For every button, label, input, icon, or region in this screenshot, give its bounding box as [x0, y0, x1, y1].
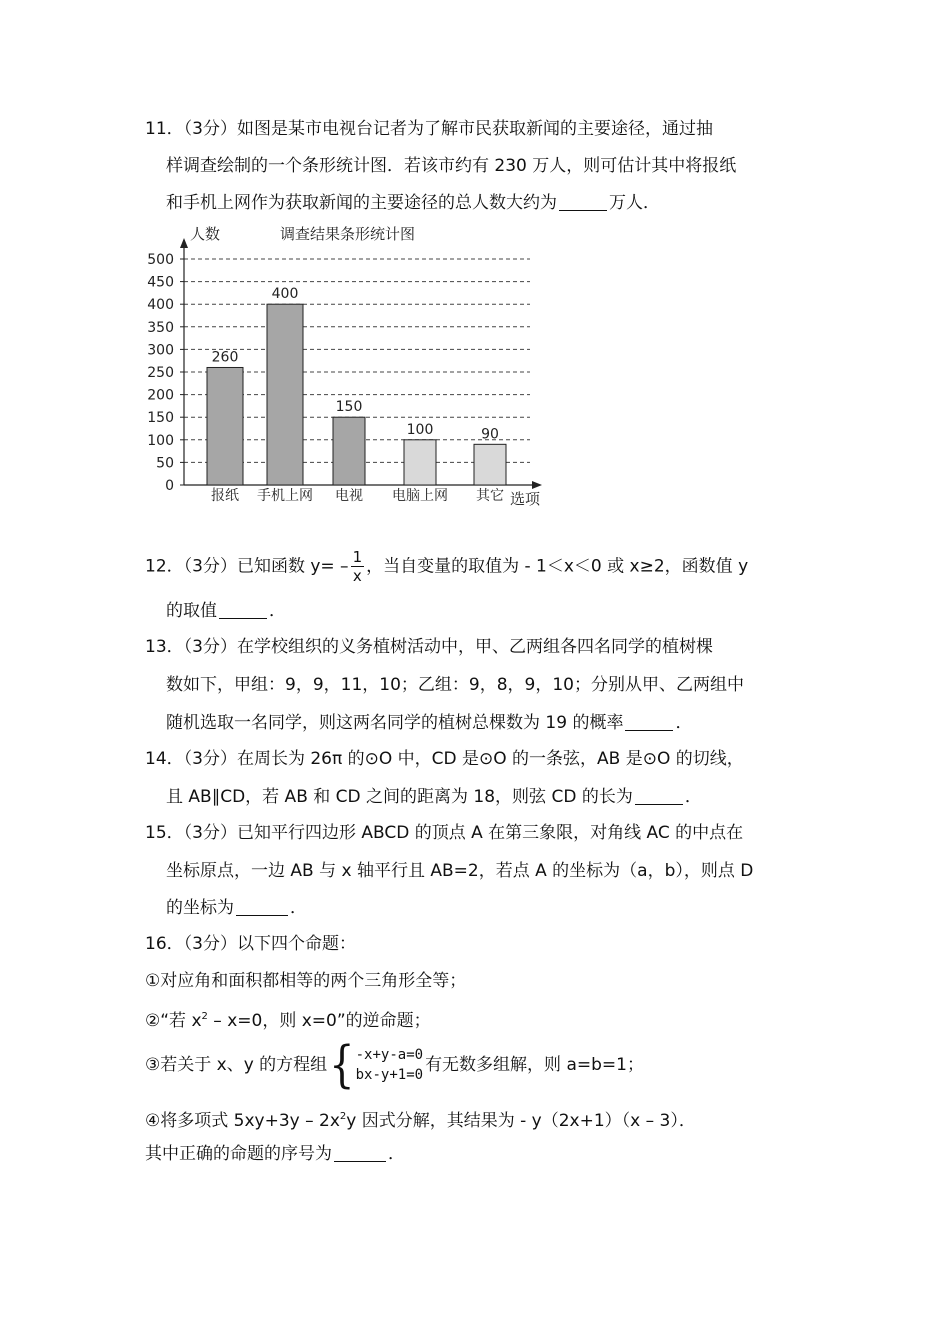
q12-text-a: 12．（3分）已知函数 y= – — [145, 556, 349, 577]
q15-text: 的坐标为 — [166, 898, 234, 918]
q16-ending-text: 其中正确的命题的序号为 — [145, 1144, 332, 1164]
q12-line-2 — [166, 598, 286, 624]
q16-p3-text-a: ③若关于 x、y 的方程组 — [145, 1055, 328, 1075]
q11-line-1: 11．（3分）如图是某市电视台记者为了解市民获取新闻的主要途径，通过抽 — [145, 119, 713, 139]
data-label: 100 — [406, 421, 434, 438]
y-tick-label: 500 — [147, 252, 174, 268]
y-tick-label: 0 — [165, 478, 174, 494]
q16-intro: 16．（3分）以下四个命题： — [145, 934, 356, 954]
q16-p3-text-b: 有无数多组解，则 a=b=1； — [425, 1055, 644, 1075]
q11-text-end: 万人． — [609, 193, 660, 213]
q16-proposition-1: ①对应角和面积都相等的两个三角形全等； — [145, 971, 467, 991]
q16-p2-text-b: – x=0，则 x=0”的逆命题； — [207, 1011, 431, 1031]
y-tick-label: 100 — [147, 432, 174, 449]
brace-icon: { — [329, 1036, 355, 1094]
superscript: 2 — [339, 1111, 347, 1122]
fraction-denominator: x — [352, 567, 362, 585]
data-label: 260 — [211, 349, 239, 366]
q16-p4-text-a: ④将多项式 5xy+3y – 2x — [145, 1111, 340, 1131]
q13-line-3 — [166, 710, 692, 736]
q14-line-2 — [166, 784, 702, 810]
y-tick-label: 200 — [147, 387, 174, 404]
q16-proposition-2 — [145, 1004, 431, 1034]
q12-answer-blank[interactable] — [219, 600, 267, 619]
q12-text-c: 的取值 — [166, 601, 217, 621]
data-label: 90 — [481, 426, 499, 443]
q12-text-d: ． — [269, 601, 286, 621]
y-tick-label: 400 — [147, 297, 174, 314]
q11-line-3 — [166, 190, 660, 216]
chart-title: 调查结果条形统计图 — [280, 225, 416, 243]
bar — [474, 444, 506, 485]
bar — [333, 417, 365, 485]
q12-text-b: ，当自变量的取值为 - 1＜x＜0 或 x≥2，函数值 y — [366, 556, 749, 577]
y-tick-label: 350 — [147, 319, 174, 336]
data-label: 150 — [335, 399, 363, 416]
y-tick-label: 150 — [147, 410, 174, 427]
y-tick-label: 50 — [156, 455, 174, 472]
x-tick-label: 电脑上网 — [392, 488, 448, 504]
bar — [404, 440, 436, 485]
x-tick-label: 电视 — [335, 488, 363, 504]
q11-answer-blank[interactable] — [559, 192, 607, 211]
x-tick-label: 报纸 — [211, 488, 239, 504]
y-axis-arrow-icon — [180, 238, 188, 248]
q15-line-1: 15．（3分）已知平行四边形 ABCD 的顶点 A 在第三象限，对角线 AC 的中点在 — [145, 823, 744, 843]
q15-answer-blank[interactable] — [236, 897, 288, 916]
q16-p2-text-a: ②“若 x — [145, 1011, 202, 1031]
q16-ending — [145, 1141, 405, 1167]
x-tick-label: 手机上网 — [257, 488, 313, 504]
q16-proposition-3 — [145, 1036, 644, 1094]
q14-answer-blank[interactable] — [635, 786, 683, 805]
q13-answer-blank[interactable] — [625, 712, 673, 731]
q12-line-1 — [145, 548, 748, 585]
q14-text-end: ． — [684, 787, 702, 807]
equation-1: -x+y-a=0 — [355, 1047, 424, 1063]
q15-text-end: ． — [290, 898, 307, 918]
q11-line-2: 样调查绘制的一个条形统计图．若该市约有 230 万人，则可估计其中将报纸 — [166, 156, 737, 176]
q16-answer-blank[interactable] — [334, 1143, 386, 1162]
q11-text: 和手机上网作为获取新闻的主要途径的总人数大约为 — [166, 193, 557, 213]
equation-system — [329, 1036, 424, 1094]
y-tick-label: 250 — [147, 365, 174, 381]
bar — [207, 367, 243, 485]
x-axis-arrow-icon — [532, 481, 542, 489]
x-axis-label: 选项 — [510, 490, 541, 508]
x-tick-label: 其它 — [476, 488, 504, 504]
q12-fraction — [351, 548, 365, 585]
bar — [267, 304, 303, 485]
q16-ending-end: ． — [388, 1144, 405, 1164]
q13-text: 随机选取一名同学，则这两名同学的植树总棵数为 19 的概率 — [166, 713, 624, 733]
bar-chart — [140, 222, 560, 512]
equations — [356, 1045, 423, 1085]
fraction-numerator: 1 — [352, 548, 363, 566]
y-tick-label: 300 — [147, 342, 174, 359]
q13-line-2: 数如下，甲组：9，9，11，10；乙组：9，8，9，10；分别从甲、乙两组中 — [166, 675, 744, 695]
q15-line-3 — [166, 895, 307, 921]
y-tick-label: 450 — [147, 274, 174, 291]
equation-2: bx-y+1=0 — [355, 1067, 424, 1083]
q14-line-1: 14．（3分）在周长为 26π 的⊙O 中，CD 是⊙O 的一条弦，AB 是⊙O 的切线， — [145, 749, 744, 769]
q15-line-2: 坐标原点，一边 AB 与 x 轴平行且 AB=2，若点 A 的坐标为（a，b），则点 D — [166, 861, 754, 881]
data-label: 400 — [271, 286, 299, 303]
q13-line-1: 13．（3分）在学校组织的义务植树活动中，甲、乙两组各四名同学的植树棵 — [145, 637, 713, 657]
q14-text: 且 AB∥CD，若 AB 和 CD 之间的距离为 18，则弦 CD 的长为 — [166, 787, 633, 807]
superscript: 2 — [201, 1011, 208, 1022]
q13-text-end: ． — [675, 713, 693, 733]
q16-proposition-4 — [145, 1104, 696, 1134]
y-axis-label: 人数 — [190, 225, 221, 243]
q16-p4-text-b: y 因式分解，其结果为 - y（2x+1）（x – 3）． — [346, 1111, 696, 1131]
